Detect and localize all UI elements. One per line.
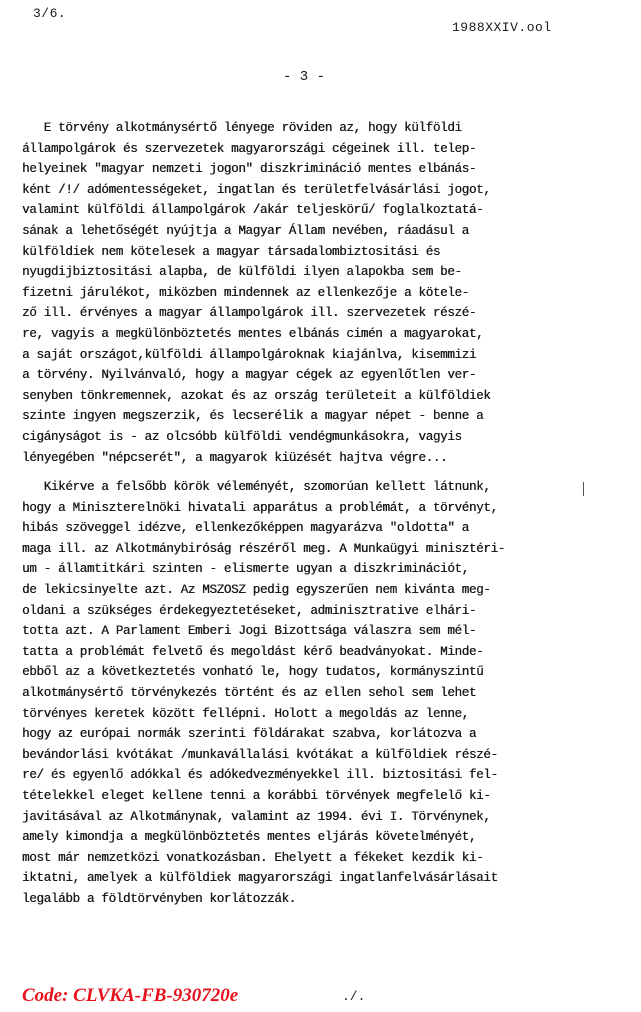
text-line: javitásával az Alkotmánynak, valamint az 1994. évi I. Törvénynek, <box>22 809 491 824</box>
text-line: külföldiek nem kötelesek a magyar társadalombiztositási és <box>22 244 441 259</box>
text-line: tételekkel eleget kellene tenni a korábbi törvények megfelelő ki- <box>22 789 491 803</box>
paragraph-2 <box>22 477 622 909</box>
text-line: um - államtitkári szinten - elismerte ugyan a diszkriminációt, <box>22 562 469 577</box>
text-line: de lekicsinyelte azt. Az MSZOSZ pedig egyszerűen nem kivánta meg- <box>22 583 491 598</box>
text-line: legalább a földtörvényben korlátozzák. <box>22 891 296 906</box>
text-line: a törvény. Nyilvánvaló, hogy a magyar cégek az egyenlőtlen ver- <box>22 368 477 383</box>
text-line: lényegében "népcserét", a magyarok kiüzését hajtva végre... <box>22 450 448 465</box>
page-number: - 3 - <box>283 69 326 85</box>
text-line: iktatni, amelyek a külföldiek magyarországi ingatlanfelvásárlásait <box>22 871 498 886</box>
body-text <box>22 118 622 910</box>
text-line: helyeinek "magyar nemzeti jogon" diszkrimináció mentes elbánás- <box>22 162 477 177</box>
document-number: 1988XXIV.ool <box>452 20 552 35</box>
text-line: most már nemzetközi vonatkozásban. Ehelyett a fékeket kezdik ki- <box>22 850 484 865</box>
text-line: hibás szöveggel idézve, ellenkezőképpen magyarázva "oldotta" a <box>22 521 469 536</box>
text-line: ként /!/ adómentességeket, ingatlan és területfelvásárlási jogot, <box>22 182 491 197</box>
text-line: fizetni járulékot, miközben mindennek az ellenkezője a kötele- <box>22 285 469 300</box>
text-line: amely kimondja a megkülönböztetés mentes eljárás követelményét, <box>22 830 477 845</box>
margin-mark <box>583 482 584 496</box>
text-line: alkotmánysértő törvénykezés történt és az ellen sehol sem lehet <box>22 686 477 701</box>
text-line: tatta a problémát felvető és megoldást kérő beadványokat. Minde- <box>22 644 484 659</box>
text-line: szinte ingyen megszerzik, és lecserélik a magyar népet - benne a <box>22 409 484 424</box>
document-code: Code: CLVKA-FB-930720e <box>22 985 239 1006</box>
text-line: maga ill. az Alkotmánybiróság részéről meg. A Munkaügyi minisztéri- <box>22 541 505 556</box>
text-line: cigányságot is - az olcsóbb külföldi vendégmunkásokra, vagyis <box>22 429 462 444</box>
text-line: valamint külföldi állampolgárok /akár teljeskörű/ foglalkoztatá- <box>22 203 484 218</box>
text-line: ző ill. érvényes a magyar állampolgárok ill. szervezetek részé- <box>22 306 477 321</box>
text-line: bevándorlási kvótákat /munkavállalási kvótákat a külföldiek részé- <box>22 747 498 762</box>
text-line: állampolgárok és szervezetek magyarországi cégeinek ill. telep- <box>22 141 477 156</box>
footer <box>22 985 622 1011</box>
page-mark: 3/6. <box>33 6 67 21</box>
text-line: re, vagyis a megkülönböztetés mentes elbánás cimén a magyarokat, <box>22 326 484 341</box>
paragraph-1 <box>22 118 622 468</box>
text-line: nyugdijbiztositási alapba, de külföldi ilyen alapokba sem be- <box>22 265 462 280</box>
text-line: törvényes keretek között fellépni. Holott a megoldás az lenne, <box>22 706 469 721</box>
text-line: totta azt. A Parlament Emberi Jogi Bizottsága válaszra sem mél- <box>22 624 477 639</box>
text-line: re/ és egyenlő adókkal és adókedvezményekkel ill. biztositási fel- <box>22 768 498 783</box>
text-line: senyben tönkremennek, azokat és az ország területeit a külföldiek <box>22 388 491 403</box>
text-line: hogy az európai normák szerinti földárakat szabva, korlátozva a <box>22 727 477 742</box>
text-line: Kikérve a felsőbb körök véleményét, szomorúan kellett látnunk, <box>22 480 491 495</box>
text-line: E törvény alkotmánysértő lényege röviden az, hogy külföldi <box>22 121 462 135</box>
text-line: oldani a szükséges érdekegyeztetéseket, adminisztrative elhári- <box>22 603 477 618</box>
text-line: sának a lehetőségét nyújtja a Magyar Állam nevében, ráadásul a <box>22 223 469 238</box>
text-line: hogy a Miniszterelnöki hivatali apparátus a problémát, a törvényt, <box>22 500 498 515</box>
continuation-mark: ./. <box>342 989 366 1004</box>
text-line: ebből az a következtetés vonható le, hogy tudatos, kormányszintű <box>22 665 484 680</box>
text-line: a saját országot,külföldi állampolgároknak kiajánlva, kisemmizi <box>22 347 477 362</box>
